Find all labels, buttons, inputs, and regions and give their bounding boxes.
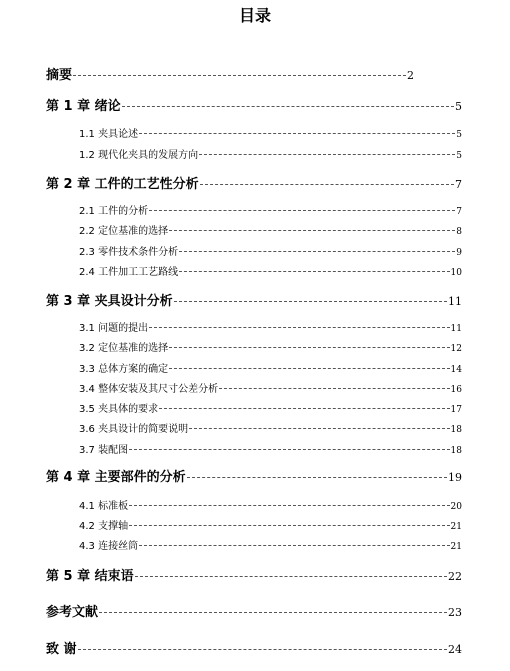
toc-page-number: 5 xyxy=(456,130,462,140)
toc-entry-section-4-1[interactable] xyxy=(79,497,462,512)
toc-page-number: 11 xyxy=(448,295,462,308)
toc-leader xyxy=(135,576,447,577)
toc-entry-section-2-1[interactable] xyxy=(79,202,462,217)
toc-page-number: 22 xyxy=(448,570,462,583)
toc-leader xyxy=(159,408,449,409)
toc-leader xyxy=(149,327,449,328)
toc-entry-section-4-3[interactable] xyxy=(79,537,462,552)
toc-entry-section-1-1[interactable] xyxy=(79,125,462,140)
toc-entry-label: 3.6 夹具设计的简要说明 xyxy=(79,424,189,435)
toc-entry-chapter-4[interactable] xyxy=(46,466,462,485)
toc-entry-section-3-1[interactable] xyxy=(79,319,462,334)
toc-page-number: 18 xyxy=(450,425,462,435)
toc-leader xyxy=(169,230,455,231)
toc-leader xyxy=(199,154,455,155)
toc-leader xyxy=(174,301,447,302)
toc-leader xyxy=(129,525,449,526)
toc-entry-label: 致 谢 xyxy=(46,642,77,657)
toc-page-number: 5 xyxy=(455,100,462,113)
toc-page-number: 19 xyxy=(448,471,462,484)
toc-entry-section-2-2[interactable] xyxy=(79,222,462,237)
toc-entry-label: 3.5 夹具体的要求 xyxy=(79,404,159,415)
toc-entry-label: 3.7 装配图 xyxy=(79,445,129,456)
toc-page-number: 11 xyxy=(450,324,462,334)
toc-page-number: 2 xyxy=(407,69,414,82)
toc-entry-section-1-2[interactable] xyxy=(79,146,462,161)
toc-leader xyxy=(73,75,406,76)
toc-entry-label: 3.2 定位基准的选择 xyxy=(79,343,169,354)
toc-entry-label: 第 1 章 绪论 xyxy=(46,99,121,114)
toc-entry-section-2-3[interactable] xyxy=(79,243,462,258)
page-title: 目录 xyxy=(238,6,271,25)
toc-entry-label: 1.2 现代化夹具的发展方向 xyxy=(79,150,199,161)
toc-entry-label: 4.1 标准板 xyxy=(79,501,129,512)
toc-entry-chapter-5[interactable] xyxy=(46,565,462,584)
toc-leader xyxy=(187,477,447,478)
toc-entry-label: 3.1 问题的提出 xyxy=(79,323,149,334)
toc-leader xyxy=(169,368,449,369)
toc-entry-label: 2.3 零件技术条件分析 xyxy=(79,247,179,258)
toc-page-number: 14 xyxy=(450,365,462,375)
toc-entry-label: 第 4 章 主要部件的分析 xyxy=(46,470,186,485)
toc-leader xyxy=(149,210,455,211)
toc-entry-section-3-2[interactable] xyxy=(79,339,462,354)
toc-entry-label: 第 5 章 结束语 xyxy=(46,569,134,584)
toc-leader xyxy=(189,428,449,429)
toc-entry-section-3-4[interactable] xyxy=(79,380,462,395)
toc-page-number: 7 xyxy=(455,178,462,191)
toc-page-number: 18 xyxy=(450,446,462,456)
toc-entry-chapter-2[interactable] xyxy=(46,173,462,192)
toc-page-number: 12 xyxy=(450,344,462,354)
toc-leader xyxy=(219,388,449,389)
toc-page-number: 24 xyxy=(448,643,462,656)
toc-entry-label: 3.4 整体安装及其尺寸公差分析 xyxy=(79,384,219,395)
toc-entry-chapter-1[interactable] xyxy=(46,95,462,114)
toc-entry-section-3-6[interactable] xyxy=(79,420,462,435)
toc-entry-label: 第 3 章 夹具设计分析 xyxy=(46,294,173,309)
toc-page-number: 20 xyxy=(450,502,462,512)
toc-leader xyxy=(122,106,454,107)
toc-leader xyxy=(129,449,449,450)
toc-leader xyxy=(139,545,449,546)
toc-page-number: 7 xyxy=(456,207,462,217)
toc-leader xyxy=(99,612,447,613)
toc-leader xyxy=(139,133,455,134)
toc-entry-label: 摘要 xyxy=(46,68,73,83)
toc-entry-label: 1.1 夹具论述 xyxy=(79,129,139,140)
toc-entry-section-3-7[interactable] xyxy=(79,441,462,456)
toc-entry-label: 3.3 总体方案的确定 xyxy=(79,364,169,375)
toc-entry-chapter-3[interactable] xyxy=(46,290,462,309)
toc-entry-section-4-2[interactable] xyxy=(79,517,462,532)
toc-entry-label: 4.3 连接丝筒 xyxy=(79,541,139,552)
toc-page-number: 5 xyxy=(456,151,462,161)
toc-entry-label: 2.1 工件的分析 xyxy=(79,206,149,217)
toc-page-number: 17 xyxy=(450,405,462,415)
toc-leader xyxy=(169,347,449,348)
toc-leader xyxy=(78,649,447,650)
toc-leader xyxy=(179,271,449,272)
toc-entry-acknowledgements[interactable] xyxy=(46,638,462,657)
toc-leader xyxy=(129,505,449,506)
toc-page-number: 9 xyxy=(456,248,462,258)
toc-page-number: 10 xyxy=(450,268,462,278)
toc-entry-label: 第 2 章 工件的工艺性分析 xyxy=(46,177,199,192)
toc-page-number: 21 xyxy=(450,522,462,532)
toc-page-number: 16 xyxy=(450,385,462,395)
toc-entry-label: 2.4 工件加工工艺路线 xyxy=(79,267,179,278)
toc-entry-section-3-3[interactable] xyxy=(79,360,462,375)
toc-page-number: 21 xyxy=(450,542,462,552)
toc-entry-section-3-5[interactable] xyxy=(79,400,462,415)
toc-entry-label: 参考文献 xyxy=(46,605,99,620)
toc-page-number: 8 xyxy=(456,227,462,237)
toc-leader xyxy=(179,251,455,252)
toc-entry-label: 4.2 支撑轴 xyxy=(79,521,129,532)
toc-entry-label: 2.2 定位基准的选择 xyxy=(79,226,169,237)
toc-entry-abstract[interactable] xyxy=(46,64,414,83)
toc-leader xyxy=(200,184,454,185)
toc-entry-section-2-4[interactable] xyxy=(79,263,462,278)
toc-entry-references[interactable] xyxy=(46,601,462,620)
toc-page-number: 23 xyxy=(448,606,462,619)
